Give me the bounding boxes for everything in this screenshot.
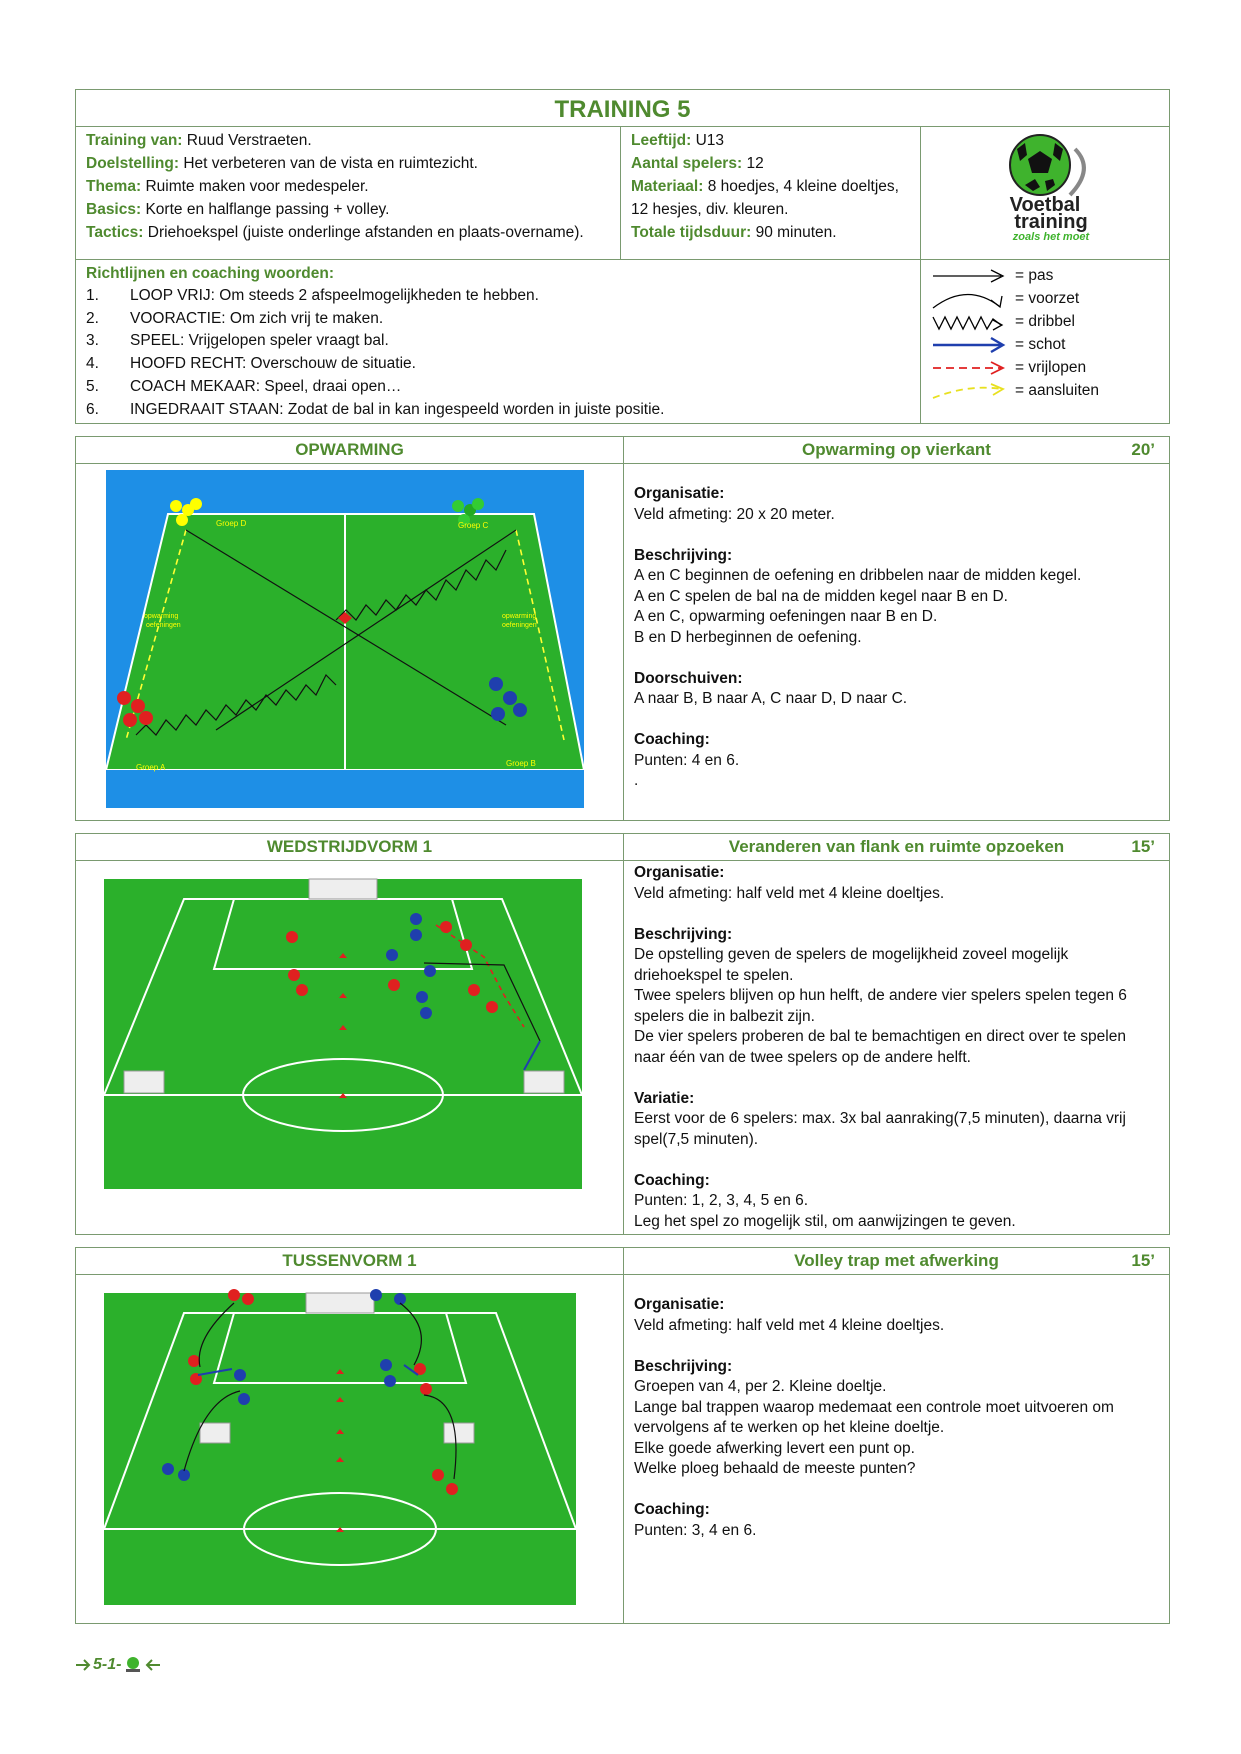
- diagram-cell: [76, 1275, 624, 1624]
- section-opwarming: [75, 436, 1170, 821]
- header-table: [75, 89, 1170, 424]
- page-footer: [75, 1655, 161, 1675]
- support-arrow-icon: [929, 380, 1009, 402]
- coaching-words: [76, 260, 921, 424]
- info-trainer: Training van: Ruud Verstraeten.: [86, 132, 312, 149]
- arrow-left-icon: [145, 1658, 161, 1672]
- logo-cell: [921, 127, 1170, 260]
- section-title: TUSSENVORM 1: [76, 1248, 624, 1275]
- svg-text:Voetbal: Voetbal: [1009, 194, 1081, 216]
- legend: [921, 260, 1170, 424]
- section-wedstrijdvorm: [75, 833, 1170, 1235]
- svg-text:zoals het moet: zoals het moet: [1012, 231, 1090, 243]
- section-title: WEDSTRIJDVORM 1: [76, 834, 624, 861]
- info-basics: Basics: Korte en halflange passing + volley.: [86, 201, 390, 218]
- pass-arrow-icon: [929, 265, 1009, 287]
- diagram-cell: [76, 464, 624, 821]
- page-number: 5-1-: [93, 1656, 122, 1673]
- section-subtitle: Volley trap met afwerking 15’: [624, 1248, 1170, 1275]
- svg-text:oefeningen: oefeningen: [502, 622, 537, 630]
- info-tactics: Tactics: Driehoekspel (juiste onderlinge afstanden en plaats-overname).: [86, 224, 584, 241]
- legend-cross: = voorzet: [929, 287, 1161, 310]
- info-mid: [621, 127, 921, 260]
- training-sheet: [75, 89, 1169, 1624]
- run-arrow-icon: [929, 357, 1009, 379]
- list-item: 5. COACH MEKAAR: Speel, draai open…: [86, 377, 402, 395]
- info-duration: Totale tijdsduur: 90 minuten.: [631, 224, 837, 241]
- list-item: 1. LOOP VRIJ: Om steeds 2 afspeelmogelijkheden te hebben.: [86, 287, 539, 304]
- section-description: Organisatie: Veld afmeting: 20 x 20 meter. Beschrijving: A en C beginnen de oefening en dribbelen naar de midden kegel. A en C spelen de bal na de midden kegel naar B en D. A en C, opwarming oefeningen naar B en D. B en D herbeginnen de oefening. Doorschuiven: A naar B, B naar A, C naar D, D naar C. Coaching: Punten: 4 en 6. .: [624, 464, 1170, 821]
- legend-run: = vrijlopen: [929, 356, 1161, 379]
- warmup-field-diagram: [106, 470, 584, 808]
- dribble-arrow-icon: [929, 311, 1009, 333]
- legend-support: = aansluiten: [929, 379, 1161, 402]
- list-item: 4. HOOFD RECHT: Overschouw de situatie.: [86, 355, 416, 373]
- section-subtitle: Veranderen van flank en ruimte opzoeken 15’: [624, 834, 1170, 861]
- legend-dribble: = dribbel: [929, 310, 1161, 333]
- section-time: 15’: [1131, 1251, 1155, 1271]
- volley-field-diagram: [104, 1279, 576, 1605]
- info-age: Leeftijd: U13: [631, 132, 725, 149]
- svg-text:Groep C: Groep C: [458, 521, 489, 531]
- svg-text:Groep B: Groep B: [506, 759, 536, 769]
- info-goal: Doelstelling: Het verbeteren van de vista en ruimtezicht.: [86, 155, 478, 172]
- diagram-cell: [76, 861, 624, 1235]
- coaching-heading: Richtlijnen en coaching woorden:: [86, 265, 335, 282]
- small-logo-icon: [123, 1655, 143, 1675]
- coaching-list: [86, 285, 910, 421]
- info-theme: Thema: Ruimte maken voor medespeler.: [86, 178, 369, 195]
- list-item: 2. VOORACTIE: Om zich vrij te maken.: [86, 309, 384, 327]
- info-players: Aantal spelers: 12: [631, 155, 764, 172]
- list-item: 3. SPEEL: Vrijgelopen speler vraagt bal.: [86, 332, 389, 350]
- page-title: TRAINING 5: [76, 90, 1170, 127]
- legend-shot: = schot: [929, 333, 1161, 356]
- arrow-right-icon: [75, 1658, 91, 1672]
- cross-arrow-icon: [929, 288, 1009, 310]
- list-item: 6. INGEDRAAIT STAAN: Zodat de bal in kan ingespeeld worden in juiste positie.: [86, 400, 665, 418]
- match-field-diagram: [104, 865, 582, 1189]
- svg-text:Groep A: Groep A: [136, 763, 166, 773]
- section-subtitle: Opwarming op vierkant 20’: [624, 437, 1170, 464]
- svg-text:Groep D: Groep D: [216, 519, 247, 529]
- section-time: 15’: [1131, 837, 1155, 857]
- section-tussenvorm: [75, 1247, 1170, 1624]
- shot-arrow-icon: [929, 334, 1009, 356]
- section-time: 20’: [1131, 440, 1155, 460]
- section-title: OPWARMING: [76, 437, 624, 464]
- svg-text:opwarming: opwarming: [144, 613, 179, 621]
- svg-text:opwarming: opwarming: [502, 613, 537, 621]
- svg-text:oefeningen: oefeningen: [146, 622, 181, 630]
- info-left: [76, 127, 621, 260]
- legend-pass: = pas: [929, 264, 1161, 287]
- svg-text:training: training: [1014, 211, 1088, 233]
- info-material: Materiaal: 8 hoedjes, 4 kleine doeltjes, 12 hesjes, div. kleuren.: [631, 178, 899, 218]
- logo: [965, 129, 1125, 247]
- section-description: Organisatie: Veld afmeting: half veld met 4 kleine doeltjes. Beschrijving: Groepen van 4, per 2. Kleine doeltje. Lange bal trappen waarop medemaat een controle moet uitvoeren om vervolgens af te werken op het kleine doeltje. Elke goede afwerking levert een punt op. Welke ploeg behaald de meeste punten? Coaching: Punten: 3, 4 en 6.: [624, 1275, 1170, 1624]
- section-description: Organisatie: Veld afmeting: half veld met 4 kleine doeltjes. Beschrijving: De opstelling geven de spelers de mogelijkheid zoveel mogelijk driehoekspel te spelen. Twee spelers blijven op hun helft, de andere vier spelers spelen tegen 6 spelers die in balbezit zijn. De vier spelers proberen de bal te bemachtigen en direct over te spelen naar één van de twee spelers op de andere helft. Variatie: Eerst voor de 6 spelers: max. 3x bal aanraking(7,5 minuten), daarna vrij spel(7,5 minuten). Coaching: Punten: 1, 2, 3, 4, 5 en 6. Leg het spel zo mogelijk stil, om aanwijzingen te geven.: [624, 861, 1170, 1235]
